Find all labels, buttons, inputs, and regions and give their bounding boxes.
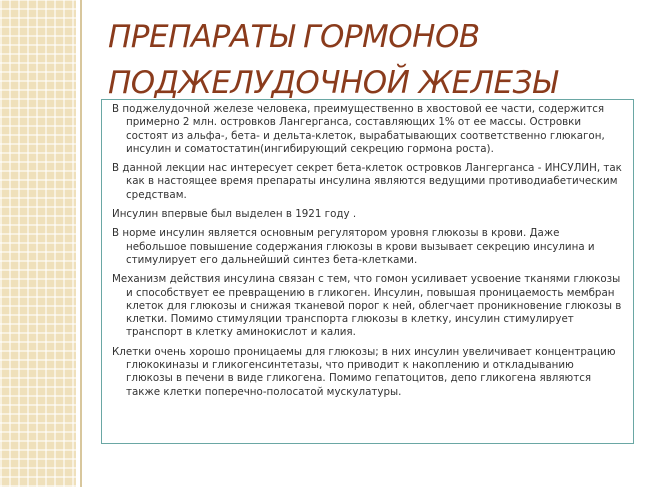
slide-title bbox=[108, 14, 628, 106]
slide-title-line-1: ПРЕПАРАТЫ ГОРМОНОВ bbox=[108, 19, 480, 55]
content-box bbox=[101, 99, 634, 444]
paragraph-mechanism: Механизм действия инсулина связан с тем, что гомон усиливает усвоение тканями глюкозы и способствует ее превращению в гликоген. Инсулин, повышая проницаемость мембран клеток для глюкозы и снижая тканевой порог к ней, облегчает проникновение глюкозы в клетки. Помимо стимуляции транспорта глюкозы в клетку, инсулин стимулирует транспорт в клетку аминокислот и калия. bbox=[112, 273, 622, 339]
slide-title-line-2: ПОДЖЕЛУДОЧНОЙ ЖЕЛЕЗЫ bbox=[108, 65, 557, 101]
decorative-left-line bbox=[80, 0, 82, 487]
paragraph-insulin-intro: В данной лекции нас интересует секрет бета-клеток островков Лангерганса - ИНСУЛИН, так как в настоящее время препараты инсулина являются ведущими противодиабетическим средствам. bbox=[112, 162, 622, 201]
paragraph-regulation: В норме инсулин является основным регулятором уровня глюкозы в крови. Даже небольшое повышение содержания глюкозы в крови вызывает секрецию инсулина и стимулирует его дальнейший синтез бета-клетками. bbox=[112, 227, 595, 266]
decorative-left-band bbox=[0, 0, 76, 487]
paragraph-glycogen: Клетки очень хорошо проницаемы для глюкозы; в них инсулин увеличивает концентрацию глюкокиназы и гликогенсинтетазы, что приводит к накоплению и откладыванию глюкозы в печени в виде гликогена. Помимо гепатоцитов, депо гликогена являются также клетки поперечно-полосатой мускулатуры. bbox=[112, 345, 616, 398]
paragraph-islets: В поджелудочной железе человека, преимущественно в хвостовой ее части, содержится примерно 2 млн. островков Лангерганса, составляющих 1% от ее массы. Островки состоят из альфа-, бета- и дельта-клеток, вырабатывающих соответственно глюкагон, инсулин и соматостатин(ингибирующий секрецию гормона роста). bbox=[112, 103, 605, 155]
paragraph-discovery: Инсулин впервые был выделен в 1921 году . bbox=[112, 208, 357, 221]
